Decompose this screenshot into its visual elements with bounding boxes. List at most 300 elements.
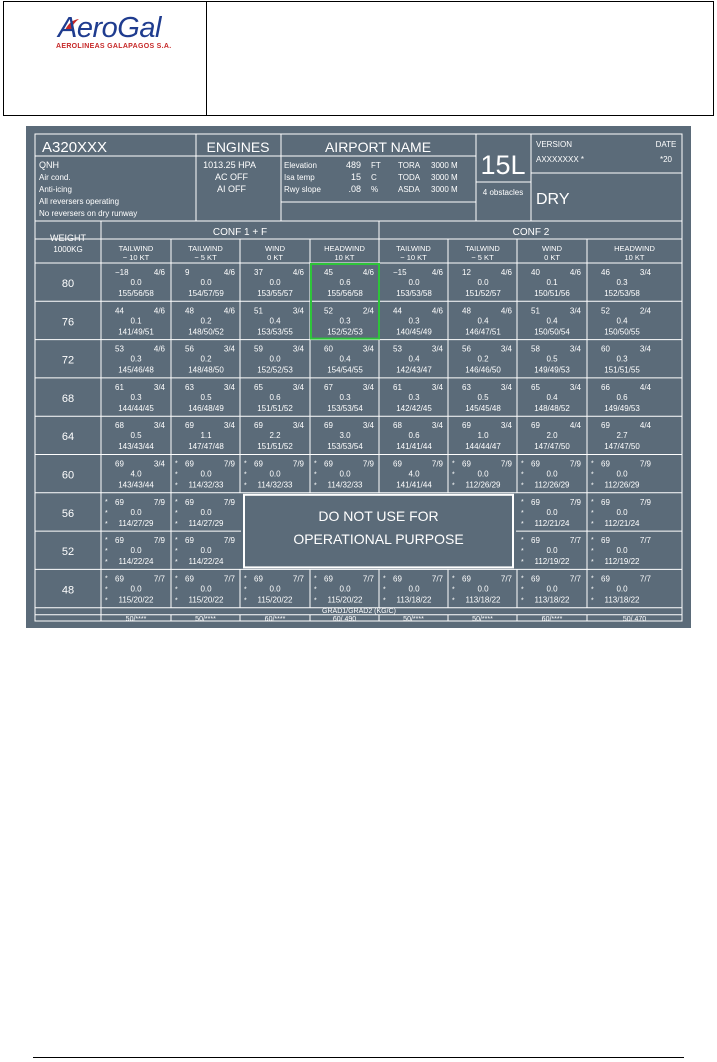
cell-marker: * [175, 537, 178, 545]
cell-marker: * [244, 471, 247, 479]
cell-speed-delta: 0.0 [200, 546, 212, 556]
cell-temp: 69 [393, 574, 402, 584]
cell-speed-delta: 0.0 [200, 278, 212, 287]
cell-flaps: 4/6 [500, 306, 512, 316]
cell-flaps: 4/6 [500, 268, 512, 277]
cell-flaps: 7/7 [431, 574, 443, 584]
cell-speeds: 114/22/24 [118, 557, 154, 567]
grad-value: 50/**** [195, 616, 216, 624]
cell-speed-delta: 0.2 [477, 354, 489, 364]
cell-speed-delta: 0.4 [339, 354, 351, 364]
cell-temp: 69 [462, 574, 471, 584]
cell-marker: * [591, 509, 594, 517]
cell-flaps: 2/4 [362, 306, 374, 316]
cell-flaps: 3/4 [500, 421, 512, 431]
cell-flaps: 3/4 [223, 421, 235, 431]
cell-speed-delta: 0.0 [269, 278, 281, 287]
wind-col-label: WIND [265, 244, 285, 253]
cell-marker: * [175, 586, 178, 594]
cell-speed-delta: 0.0 [546, 546, 558, 556]
cell-speeds: 153/53/54 [327, 442, 363, 452]
cell-speeds: 154/57/59 [188, 289, 224, 298]
cell-speeds: 112/26/29 [465, 480, 501, 490]
cell-speeds: 152/53/58 [604, 289, 640, 298]
cell-speeds: 115/20/22 [257, 595, 293, 605]
cell-speed-delta: 3.0 [339, 431, 351, 441]
cell-speed-delta: 0.0 [130, 546, 142, 556]
cell-speeds: 151/52/57 [465, 289, 501, 298]
cell-flaps: 3/4 [292, 421, 304, 431]
cell-speeds: 141/41/44 [396, 480, 432, 490]
cell-temp: 52 [601, 306, 610, 316]
asda-value: 3000 M [431, 185, 458, 194]
cell-speed-delta: 0.0 [408, 584, 420, 594]
cell-marker: * [105, 597, 108, 605]
isa-unit: C [371, 173, 377, 182]
cell-temp: 69 [531, 459, 540, 469]
cell-temp: 63 [185, 382, 194, 392]
cell-flaps: 3/4 [569, 306, 581, 316]
cell-speed-delta: 0.0 [269, 584, 281, 594]
cell-speeds: 142/42/45 [396, 403, 432, 413]
cell-flaps: 4/6 [223, 306, 235, 316]
aircond-label: Air cond. [39, 173, 71, 182]
weight-label: WEIGHT [50, 233, 86, 243]
cell-temp: 40 [531, 268, 540, 277]
qnh-label: QNH [39, 160, 59, 170]
cell-speeds: 113/18/22 [534, 595, 570, 605]
cell-marker: * [591, 471, 594, 479]
cell-marker: * [521, 559, 524, 567]
cell-marker: * [521, 498, 524, 506]
cell-flaps: 7/7 [153, 574, 165, 584]
cell-temp: 56 [462, 344, 471, 354]
cell-speeds: 153/53/54 [327, 403, 363, 413]
cell-speeds: 147/47/50 [534, 442, 570, 452]
cell-temp: 69 [601, 536, 610, 546]
cell-flaps: 7/9 [223, 497, 235, 507]
cell-flaps: 3/4 [153, 382, 165, 392]
cell-marker: * [521, 575, 524, 583]
cell-temp: 53 [115, 344, 124, 354]
cell-speeds: 112/21/24 [604, 518, 640, 528]
cell-flaps: 3/4 [569, 382, 581, 392]
cell-flaps: 3/4 [431, 421, 443, 431]
cell-speed-delta: 0.0 [200, 469, 212, 479]
reversers-line-2: No reversers on dry runway [39, 209, 138, 218]
cell-speeds: 145/46/48 [118, 365, 154, 375]
slope-value: .08 [348, 184, 361, 194]
cell-marker: * [175, 559, 178, 567]
toda-value: 3000 M [431, 173, 458, 182]
qnh-value: 1013.25 HPA [203, 160, 256, 170]
cell-flaps: 7/9 [569, 497, 581, 507]
cell-speeds: 143/43/44 [118, 480, 154, 490]
cell-temp: 60 [601, 344, 610, 354]
date-label: DATE [655, 140, 677, 149]
cell-marker: * [314, 471, 317, 479]
cell-flaps: 4/4 [569, 421, 581, 431]
cell-speed-delta: 0.4 [546, 392, 558, 402]
cell-marker: * [105, 520, 108, 528]
cell-speed-delta: 0.6 [269, 392, 281, 402]
cell-temp: 69 [324, 459, 333, 469]
cell-speed-delta: 0.3 [339, 316, 351, 326]
cell-speeds: 141/49/51 [118, 327, 154, 337]
cell-marker: * [175, 548, 178, 556]
cell-temp: 69 [185, 574, 194, 584]
cell-temp: 69 [115, 459, 124, 469]
conf2-label: CONF 2 [512, 227, 550, 238]
cell-speed-delta: 0.0 [130, 584, 142, 594]
cell-flaps: 4/6 [153, 344, 165, 354]
cell-speeds: 149/49/53 [534, 365, 570, 375]
cell-speed-delta: 0.1 [130, 316, 142, 326]
slope-label: Rwy slope [284, 185, 321, 194]
cell-marker: * [591, 597, 594, 605]
cell-marker: * [244, 575, 247, 583]
cell-marker: * [521, 586, 524, 594]
cell-temp: 67 [324, 382, 333, 392]
cell-speeds: 149/49/53 [604, 403, 640, 413]
cell-flaps: 3/4 [223, 344, 235, 354]
cell-temp: 69 [601, 574, 610, 584]
isa-value: 15 [350, 172, 361, 182]
cell-speed-delta: 0.0 [616, 469, 628, 479]
cell-speeds: 151/51/55 [604, 365, 640, 375]
cell-flaps: 7/9 [153, 536, 165, 546]
cell-speed-delta: 0.0 [200, 584, 212, 594]
cell-marker: * [244, 586, 247, 594]
warning-line-1: DO NOT USE FOR [318, 507, 439, 524]
wind-col-label: WIND [542, 244, 562, 253]
cell-marker: * [175, 498, 178, 506]
cell-speeds: 142/43/47 [396, 365, 432, 375]
cell-marker: * [521, 471, 524, 479]
cell-marker: * [105, 575, 108, 583]
grad-value: 60/ 490 [332, 616, 357, 624]
cell-speed-delta: 0.6 [616, 392, 628, 402]
cell-flaps: 7/7 [500, 574, 512, 584]
cell-speeds: 112/26/29 [604, 480, 640, 490]
wind-col-label: TAILWIND [188, 244, 223, 253]
cell-temp: 52 [324, 306, 333, 316]
cell-temp: 69 [601, 497, 610, 507]
cell-marker: * [591, 520, 594, 528]
cell-temp: 65 [531, 382, 540, 392]
cell-speeds: 114/32/33 [327, 480, 363, 490]
cell-temp: 69 [393, 459, 402, 469]
cell-speed-delta: 0.0 [200, 507, 212, 517]
logo-subtitle: AEROLINEAS GALAPAGOS S.A. [56, 43, 172, 50]
cell-speed-delta: 0.4 [269, 316, 281, 326]
cell-speed-delta: 0.5 [546, 354, 558, 364]
weight-unit: 1000KG [53, 245, 83, 254]
cell-speed-delta: 0.0 [546, 469, 558, 479]
weight-value: 64 [61, 431, 75, 444]
cell-temp: 44 [115, 306, 124, 316]
cell-speed-delta: 0.1 [546, 278, 558, 287]
elevation-label: Elevation [284, 161, 317, 170]
cell-speed-delta: 0.3 [339, 392, 351, 402]
cell-temp: 48 [462, 306, 471, 316]
cell-speeds: 146/47/51 [465, 327, 501, 337]
cell-marker: * [591, 460, 594, 468]
cell-marker: * [105, 586, 108, 594]
cell-speeds: 114/27/29 [118, 518, 154, 528]
cell-marker: * [521, 460, 524, 468]
cell-marker: * [452, 586, 455, 594]
cell-flaps: 7/7 [223, 574, 235, 584]
wind-col-sublabel: 0 KT [544, 253, 560, 262]
cell-speed-delta: 0.5 [477, 392, 489, 402]
grad-value: 50/**** [403, 616, 424, 624]
rtow-table [26, 126, 691, 628]
cell-temp: 69 [254, 421, 263, 431]
wind-col-label: TAILWIND [118, 244, 154, 253]
cell-flaps: 2/4 [639, 306, 651, 316]
cell-speed-delta: 0.0 [546, 584, 558, 594]
cell-marker: * [591, 575, 594, 583]
cell-temp: 9 [185, 268, 190, 277]
conf1-label: CONF 1 + F [212, 227, 268, 238]
cell-speed-delta: 0.0 [130, 507, 142, 517]
date-value: *20 [659, 155, 673, 164]
cell-speeds: 114/22/24 [188, 557, 224, 567]
cell-temp: 51 [254, 306, 263, 316]
isa-label: Isa temp [284, 173, 315, 182]
weight-value: 80 [61, 278, 75, 290]
cell-flaps: 4/6 [431, 268, 443, 277]
cell-temp: 69 [115, 497, 124, 507]
cell-marker: * [452, 460, 455, 468]
cell-speed-delta: 0.3 [130, 354, 142, 364]
takeoff-performance-chart [26, 126, 691, 628]
cell-marker: * [452, 597, 455, 605]
cell-flaps: 3/4 [292, 344, 304, 354]
cell-speeds: 112/19/22 [604, 557, 640, 567]
weight-value: 48 [61, 584, 75, 597]
cell-temp: 37 [254, 268, 263, 277]
cell-speeds: 152/52/53 [257, 365, 293, 375]
cell-flaps: 7/7 [569, 536, 581, 546]
cell-speed-delta: 0.0 [269, 354, 281, 364]
cell-flaps: 3/4 [292, 306, 304, 316]
cell-speed-delta: 0.0 [130, 278, 142, 287]
cell-temp: 45 [324, 268, 333, 277]
cell-speed-delta: 0.4 [616, 316, 628, 326]
cell-temp: 60 [324, 344, 333, 354]
cell-temp: 51 [531, 306, 540, 316]
cell-speeds: 115/20/22 [327, 595, 363, 605]
cell-temp: −15 [393, 268, 407, 277]
grad-label: GRAD1/GRAD2 (KG/C) [322, 608, 396, 616]
aircraft-label: A320XXX [42, 139, 108, 156]
cell-flaps: 7/9 [223, 459, 235, 469]
cell-temp: 69 [115, 574, 124, 584]
cell-flaps: 7/9 [223, 536, 235, 546]
cell-marker: * [521, 537, 524, 545]
cell-temp: 48 [185, 306, 194, 316]
cell-speeds: 145/45/48 [465, 403, 501, 413]
cell-marker: * [521, 597, 524, 605]
cell-marker: * [244, 482, 247, 490]
cell-marker: * [175, 471, 178, 479]
cell-speeds: 151/51/52 [257, 442, 293, 452]
cell-marker: * [314, 597, 317, 605]
grad-value: 50/ 470 [622, 616, 647, 624]
cell-speed-delta: 4.0 [408, 469, 420, 479]
cell-speeds: 152/52/53 [327, 327, 363, 337]
cell-speed-delta: 0.0 [616, 546, 628, 556]
weight-value: 56 [61, 507, 75, 520]
cell-temp: 46 [601, 268, 610, 277]
cell-speeds: 155/56/58 [327, 289, 363, 298]
cell-speed-delta: 0.0 [269, 469, 281, 479]
grad-value: 60/**** [541, 616, 563, 624]
cell-temp: 69 [324, 574, 333, 584]
cell-speed-delta: 0.6 [339, 278, 351, 287]
weight-value: 60 [61, 469, 75, 482]
cell-flaps: 4/6 [569, 268, 581, 277]
cell-speeds: 143/43/44 [118, 442, 154, 452]
cell-speeds: 112/21/24 [534, 518, 570, 528]
cell-speeds: 114/27/29 [188, 518, 224, 528]
grad-value: 50/**** [472, 616, 493, 624]
cell-temp: 12 [462, 268, 471, 277]
cell-speed-delta: 0.3 [616, 354, 628, 364]
cell-speeds: 113/18/22 [396, 595, 432, 605]
cell-speeds: 150/50/55 [604, 327, 640, 337]
cell-marker: * [105, 537, 108, 545]
cell-speeds: 151/51/52 [257, 403, 293, 413]
cell-flaps: 3/4 [153, 459, 165, 469]
cell-temp: 63 [462, 382, 471, 392]
version-value: AXXXXXXX * [536, 155, 585, 164]
cell-speeds: 148/48/50 [188, 365, 224, 375]
cell-marker: * [383, 586, 386, 594]
wind-col-sublabel: 10 KT [624, 253, 645, 262]
antiicing-label: Anti-icing [39, 185, 72, 194]
cell-speeds: 144/44/47 [465, 442, 501, 452]
cell-speed-delta: 0.0 [339, 469, 351, 479]
cell-speeds: 153/53/58 [396, 289, 432, 298]
cell-temp: 69 [185, 421, 194, 431]
cell-marker: * [244, 460, 247, 468]
cell-temp: 69 [254, 574, 263, 584]
tora-value: 3000 M [431, 161, 458, 170]
cell-marker: * [314, 482, 317, 490]
aircond-value: AC OFF [215, 172, 248, 182]
cell-flaps: 7/7 [639, 574, 651, 584]
cell-marker: * [175, 482, 178, 490]
cell-marker: * [244, 597, 247, 605]
cell-temp: 69 [531, 497, 540, 507]
cell-speed-delta: 0.3 [616, 278, 628, 287]
cell-speed-delta: 0.3 [130, 392, 142, 402]
weight-value: 72 [61, 354, 75, 367]
cell-speeds: 147/47/50 [604, 442, 640, 452]
cell-speed-delta: 0.0 [339, 584, 351, 594]
cell-marker: * [452, 471, 455, 479]
cell-speed-delta: 0.2 [200, 316, 212, 326]
cell-temp: 66 [601, 382, 610, 392]
cell-temp: 69 [324, 421, 333, 431]
cell-speed-delta: 2.0 [546, 431, 558, 441]
cell-flaps: 3/4 [153, 421, 165, 431]
cell-marker: * [105, 509, 108, 517]
cell-temp: 44 [393, 306, 402, 316]
cell-flaps: 4/6 [362, 268, 374, 277]
cell-flaps: 3/4 [500, 344, 512, 354]
cell-speed-delta: 0.0 [546, 507, 558, 517]
cell-temp: 56 [185, 344, 194, 354]
logo-text: AeroGal [58, 12, 161, 44]
cell-flaps: 7/9 [362, 459, 374, 469]
cell-speeds: 112/19/22 [534, 557, 570, 567]
cell-flaps: 4/6 [153, 268, 165, 277]
cell-speed-delta: 0.0 [477, 469, 489, 479]
cell-flaps: 3/4 [500, 382, 512, 392]
cell-marker: * [105, 548, 108, 556]
cell-flaps: 4/6 [292, 268, 304, 277]
document-header [3, 1, 714, 116]
cell-marker: * [105, 559, 108, 567]
cell-speeds: 154/54/55 [327, 365, 363, 375]
cell-marker: * [591, 498, 594, 506]
cell-speed-delta: 0.0 [408, 278, 420, 287]
cell-flaps: 4/6 [153, 306, 165, 316]
engines-label: ENGINES [206, 139, 270, 155]
cell-temp: 69 [185, 497, 194, 507]
cell-marker: * [175, 520, 178, 528]
cell-speeds: 150/51/56 [534, 289, 570, 298]
cell-marker: * [591, 537, 594, 545]
wind-col-sublabel: − 10 KT [400, 253, 427, 262]
cell-speeds: 113/18/22 [465, 595, 501, 605]
cell-speed-delta: 1.1 [200, 431, 212, 441]
cell-flaps: 7/9 [500, 459, 512, 469]
cell-marker: * [383, 597, 386, 605]
footer-rule [33, 1057, 684, 1058]
cell-marker: * [591, 559, 594, 567]
weight-value: 52 [61, 546, 75, 559]
cell-speed-delta: 0.2 [200, 354, 212, 364]
cell-marker: * [383, 575, 386, 583]
cell-speed-delta: 0.3 [408, 392, 420, 402]
cell-marker: * [314, 586, 317, 594]
cell-speed-delta: 0.6 [408, 431, 420, 441]
cell-temp: 69 [601, 459, 610, 469]
cell-flaps: 3/4 [223, 382, 235, 392]
cell-flaps: 7/9 [639, 459, 651, 469]
grad-value: 60/**** [264, 616, 286, 624]
warning-line-2: OPERATIONAL PURPOSE [293, 530, 464, 547]
cell-flaps: 7/7 [292, 574, 304, 584]
cell-speeds: 147/47/48 [188, 442, 224, 452]
cell-marker: * [591, 482, 594, 490]
cell-marker: * [175, 575, 178, 583]
cell-flaps: 3/4 [639, 268, 651, 277]
cell-speeds: 112/26/29 [534, 480, 570, 490]
cell-flaps: 7/7 [362, 574, 374, 584]
cell-marker: * [105, 498, 108, 506]
cell-marker: * [591, 548, 594, 556]
cell-marker: * [521, 520, 524, 528]
cell-speed-delta: 1.0 [477, 431, 489, 441]
cell-speed-delta: 0.4 [408, 354, 420, 364]
wind-col-label: HEADWIND [324, 244, 365, 253]
